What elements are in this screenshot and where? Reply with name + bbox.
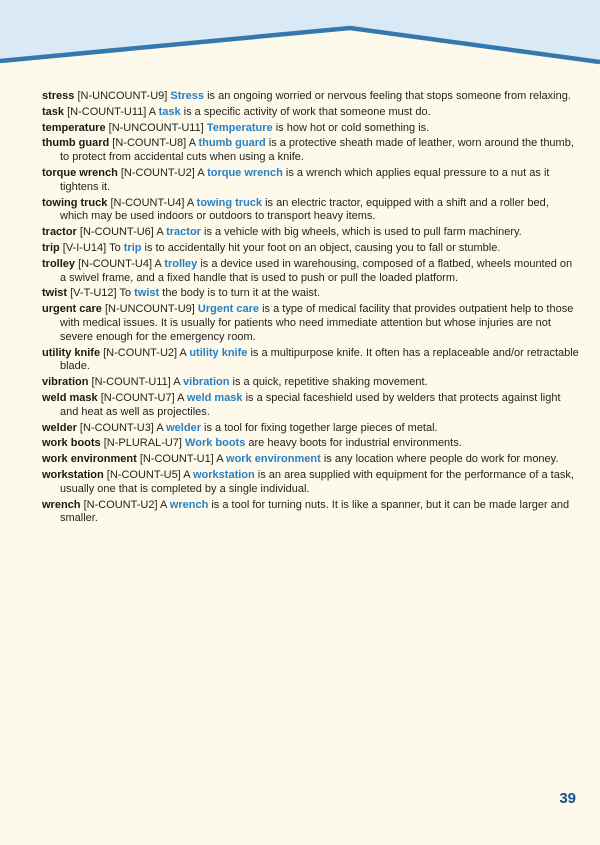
definition-pre-text: To xyxy=(109,241,124,254)
grammar-code: [N-COUNT-U11] xyxy=(91,376,171,389)
definition-text: is an electric tractor, equipped with a shift and a roller bed, which may be used indoors or outdoors to transport heavy items. xyxy=(60,196,549,223)
glossary-term: workstation xyxy=(42,468,104,481)
glossary-term: tractor xyxy=(42,226,77,239)
glossary-term: wrench xyxy=(42,498,81,511)
glossary-term: welder xyxy=(42,421,77,434)
glossary-term: work environment xyxy=(42,453,137,466)
definition-text: is a multipurpose knife. It often has a replaceable and/or retractable blade. xyxy=(60,346,579,373)
defined-word: trolley xyxy=(164,257,198,270)
definition-text: is to accidentally hit your foot on an object, causing you to fall or stumble. xyxy=(141,241,501,254)
glossary-term: weld mask xyxy=(42,391,98,404)
grammar-code: [N-COUNT-U2] xyxy=(83,498,158,511)
glossary-entry xyxy=(42,137,579,165)
defined-word: welder xyxy=(166,421,201,434)
glossary-entry xyxy=(42,90,579,104)
page-top-chevron-decoration xyxy=(0,0,600,70)
glossary-entry xyxy=(42,122,579,136)
glossary-entry xyxy=(42,106,579,120)
grammar-code: [N-COUNT-U4] xyxy=(78,257,153,270)
glossary-entry xyxy=(42,226,579,240)
grammar-code: [N-COUNT-U4] xyxy=(110,196,185,209)
grammar-code: [N-UNCOUNT-U9] xyxy=(104,303,195,316)
defined-word: Work boots xyxy=(185,437,246,450)
definition-pre-text: A xyxy=(148,105,159,118)
definition-pre-text: A xyxy=(156,226,167,239)
glossary-entry xyxy=(42,422,579,436)
grammar-code: [N-COUNT-U7] xyxy=(100,391,175,404)
grammar-code: [N-COUNT-U5] xyxy=(106,468,181,481)
definition-text: is an ongoing worried or nervous feeling that stops someone from relaxing. xyxy=(204,90,571,102)
definition-text: is a device used in warehousing, composed of a flatbed, wheels mounted on a swivel frame, and a fixed handle that is used to push or pull the loaded platform. xyxy=(60,257,573,284)
grammar-code: [V-T-U12] xyxy=(70,287,117,300)
defined-word: weld mask xyxy=(186,391,243,404)
definition-text: are heavy boots for industrial environments. xyxy=(245,437,462,450)
glossary-term: trip xyxy=(42,241,60,254)
glossary-entry xyxy=(42,303,579,344)
glossary-term: trolley xyxy=(42,257,76,270)
definition-pre-text: A xyxy=(154,257,165,270)
defined-word: tractor xyxy=(166,226,201,239)
glossary-term: thumb guard xyxy=(42,137,110,150)
definition-text: is a tool for turning nuts. It is like a spanner, but it can be made larger and smaller. xyxy=(60,498,570,525)
grammar-code: [N-UNCOUNT-U11] xyxy=(108,121,204,134)
definition-pre-text: To xyxy=(119,287,135,300)
grammar-code: [V-I-U14] xyxy=(62,241,107,254)
glossary-entry xyxy=(42,258,579,286)
glossary-term: utility knife xyxy=(42,346,101,359)
glossary-entry xyxy=(42,197,579,225)
definition-text: is how hot or cold something is. xyxy=(272,121,430,134)
glossary-entry xyxy=(42,437,579,451)
definition-text: is an area supplied with equipment for the performance of a task, usually one that is completed by a single individual. xyxy=(60,468,574,495)
glossary-term: stress xyxy=(42,90,75,102)
definition-pre-text: A xyxy=(179,346,190,359)
definition-text: is a tool for fixing together large pieces of metal. xyxy=(200,421,438,434)
glossary-entry xyxy=(42,287,579,301)
grammar-code: [N-UNCOUNT-U9] xyxy=(77,90,168,102)
glossary-term: vibration xyxy=(42,376,89,389)
glossary-term: temperature xyxy=(42,121,106,134)
definition-text: is a special faceshield used by welders that protects against light and heat as well as projectiles. xyxy=(60,391,561,418)
glossary-term: torque wrench xyxy=(42,166,118,179)
grammar-code: [N-COUNT-U3] xyxy=(79,421,154,434)
defined-word: Temperature xyxy=(206,121,273,134)
defined-word: work environment xyxy=(226,453,321,466)
definition-text: is a vehicle with big wheels, which is used to pull farm machinery. xyxy=(200,226,522,239)
definition-pre-text: A xyxy=(197,166,208,179)
defined-word: Urgent care xyxy=(197,303,260,316)
definition-pre-text: A xyxy=(188,137,199,150)
glossary-term: towing truck xyxy=(42,196,108,209)
defined-word: twist xyxy=(134,287,160,300)
definition-text: is any location where people do work for money. xyxy=(320,453,559,466)
grammar-code: [N-COUNT-U11] xyxy=(67,105,147,118)
glossary-entry xyxy=(42,242,579,256)
glossary-entry xyxy=(42,347,579,375)
defined-word: Stress xyxy=(170,90,205,102)
defined-word: task xyxy=(158,105,181,118)
definition-text: is a type of medical facility that provides outpatient help to those with medical issues. It is usually for patients who need immediate attention but whose injuries are not severe enough for the emergency room. xyxy=(60,303,574,343)
glossary-entry xyxy=(42,167,579,195)
grammar-code: [N-COUNT-U6] xyxy=(79,226,154,239)
grammar-code: [N-COUNT-U2] xyxy=(103,346,178,359)
definition-pre-text: A xyxy=(183,468,193,481)
grammar-code: [N-COUNT-U1] xyxy=(139,453,214,466)
glossary-term: work boots xyxy=(42,437,101,450)
grammar-code: [N-PLURAL-U7] xyxy=(103,437,182,450)
definition-pre-text: A xyxy=(156,421,167,434)
definition-pre-text: A xyxy=(173,376,184,389)
definition-pre-text: A xyxy=(216,453,227,466)
glossary-term: urgent care xyxy=(42,303,102,316)
definition-text: the body is to turn it at the waist. xyxy=(159,287,321,300)
defined-word: torque wrench xyxy=(207,166,283,179)
defined-word: thumb guard xyxy=(198,137,266,150)
glossary-term: twist xyxy=(42,287,68,300)
defined-word: wrench xyxy=(169,498,209,511)
glossary-entry xyxy=(42,392,579,420)
defined-word: trip xyxy=(123,241,142,254)
glossary-list xyxy=(42,90,579,528)
glossary-term: task xyxy=(42,105,65,118)
page-number: 39 xyxy=(559,790,576,807)
defined-word: towing truck xyxy=(196,196,263,209)
definition-text: is a specific activity of work that someone must do. xyxy=(180,105,431,118)
glossary-entry xyxy=(42,376,579,390)
definition-pre-text: A xyxy=(177,391,187,404)
defined-word: utility knife xyxy=(189,346,248,359)
definition-text: is a protective sheath made of leather, worn around the thumb, to protect from accidental cuts when using a knife. xyxy=(60,137,574,164)
definition-pre-text: A xyxy=(186,196,197,209)
defined-word: vibration xyxy=(183,376,230,389)
definition-text: is a quick, repetitive shaking movement. xyxy=(229,376,428,389)
grammar-code: [N-COUNT-U8] xyxy=(112,137,187,150)
definition-pre-text: A xyxy=(159,498,170,511)
definition-text: is a wrench which applies equal pressure to a nut as it tightens it. xyxy=(60,166,550,193)
glossary-entry xyxy=(42,469,579,497)
glossary-entry xyxy=(42,499,579,527)
glossary-entry xyxy=(42,453,579,467)
defined-word: workstation xyxy=(193,468,255,481)
grammar-code: [N-COUNT-U2] xyxy=(120,166,195,179)
